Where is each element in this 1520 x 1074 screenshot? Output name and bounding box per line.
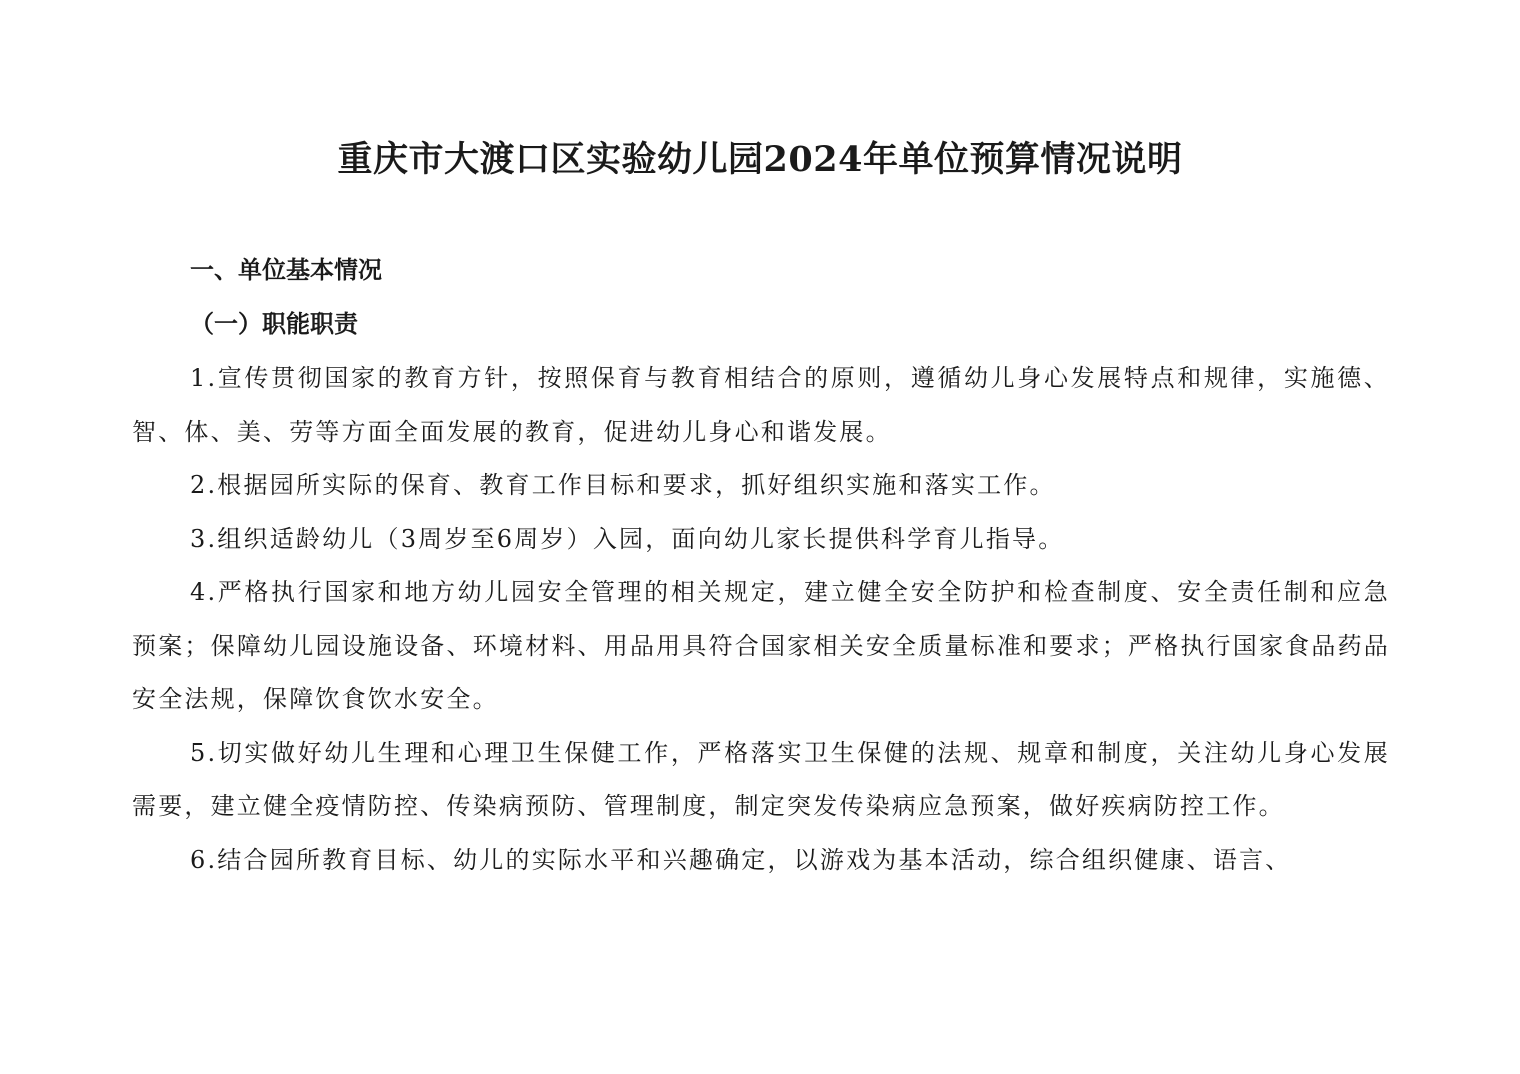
document-title: 重庆市大渡口区实验幼儿园2024年单位预算情况说明 <box>337 139 1183 180</box>
paragraph-4: 4.严格执行国家和地方幼儿园安全管理的相关规定，建立健全安全防护和检查制度、安全责任制和应急预案；保障幼儿园设施设备、环境材料、用品用具符合国家相关安全质量标准和要求；严格执行国家食品药品安全法规，保障饮食饮水安全。 <box>132 578 1390 713</box>
paragraph-3: 3.组织适龄幼儿（3周岁至6周岁）入园，面向幼儿家长提供科学育儿指导。 <box>190 524 1065 553</box>
document-body <box>132 352 1390 887</box>
subsection-heading: （一）职能职责 <box>190 309 358 338</box>
paragraph-6: 6.结合园所教育目标、幼儿的实际水平和兴趣确定，以游戏为基本活动，综合组织健康、语言、 <box>190 845 1292 874</box>
paragraph-5: 5.切实做好幼儿生理和心理卫生保健工作，严格落实卫生保健的法规、规章和制度，关注幼儿身心发展需要，建立健全疫情防控、传染病预防、管理制度，制定突发传染病应急预案，做好疾病防控工作。 <box>132 738 1390 820</box>
paragraph-2: 2.根据园所实际的保育、教育工作目标和要求，抓好组织实施和落实工作。 <box>190 471 1056 499</box>
section-heading: 一、单位基本情况 <box>190 256 382 284</box>
paragraph-1: 1.宣传贯彻国家的教育方针，按照保育与教育相结合的原则，遵循幼儿身心发展特点和规律，实施德、智、体、美、劳等方面全面发展的教育，促进幼儿身心和谐发展。 <box>132 364 1390 446</box>
